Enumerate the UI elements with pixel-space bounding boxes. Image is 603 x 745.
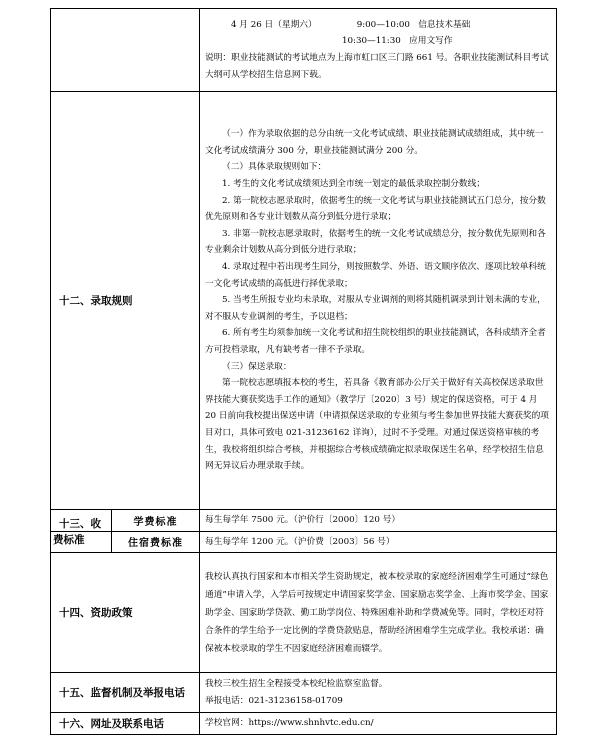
supervision-text: 我校三校生招生全程接受本校纪检监察室监督。 xyxy=(205,679,388,690)
supervision-label: 十五、监督机制及举报电话 xyxy=(51,673,200,713)
exam-note: 说明：职业技能测试的考试地点为上海市虹口区三门路 661 号。各职业技能测试科目考试大纲可从学校招生信息网下载。 xyxy=(205,53,549,80)
contact-label: 十六、网址及联系电话 xyxy=(51,713,200,735)
exam-schedule-cell xyxy=(200,9,557,92)
exam-slot-2: 10:30—11:30 应用文写作 xyxy=(342,36,453,47)
contact-text: 学校官网：https://www.shnhvtc.edu.cn/ xyxy=(200,713,557,735)
rules-paragraph: 1. 考生的文化考试成绩须达到全市统一划定的最低录取控制分数线； xyxy=(222,179,485,190)
exam-schedule-row xyxy=(51,9,557,92)
tuition-value: 每生每学年 7500 元。（沪价行〔2000〕120 号） xyxy=(200,510,557,532)
aid-label: 十四、资助政策 xyxy=(51,553,200,673)
rules-paragraph: 3. 非第一院校志愿录取时，依据考生的统一文化考试成绩总分，按分数优先原则和各专业剩余计划数从高分到低分进行录取； xyxy=(205,228,546,256)
contact-row xyxy=(51,713,557,735)
aid-row xyxy=(51,553,557,673)
supervision-content xyxy=(200,673,557,713)
rules-paragraph: 5. 当考生所报专业均未录取，对服从专业调剂的则将其随机调录到计划未满的专业，对不服从专业调剂的考生，予以退档； xyxy=(205,295,546,322)
supervision-row xyxy=(51,673,557,713)
tuition-label: 学费标准 xyxy=(112,510,200,532)
housing-row xyxy=(51,531,557,553)
report-phone: 举报电话：021-31236158-01709 xyxy=(205,695,343,706)
fees-label-top: 十三、收 xyxy=(51,510,112,532)
exam-slot-1: 4 月 26 日（星期六） 9:00—10:00 信息技术基础 xyxy=(231,19,471,30)
exam-label-cell xyxy=(51,9,200,92)
tuition-row xyxy=(51,510,557,532)
rules-paragraph: 第一院校志愿填报本校的考生，若具备《教育部办公厅关于做好有关高校保送录取世界技能大赛获奖选手工作的通知》（教学厅〔2020〕3 号）规定的保送资格，可于 4 月 20 日前向我校提出保送申请（申请拟保送录取的专业须与考生参加世界技能大赛获奖的项目对口，具体可致电 021-31236162 详询），过时不予受理。对通过保送资格审核的考生，我校将组织综合考核，并根据综合考核成绩确定拟录取保送生名单，经学校招生信息网无异议后办理录取手续。 xyxy=(205,378,549,472)
housing-value: 每生每学年 1200 元。（沪价费〔2003〕56 号） xyxy=(200,531,557,553)
rules-content xyxy=(200,92,557,510)
rules-paragraph: 6. 所有考生均须参加统一文化考试和招生院校组织的职业技能测试，各科成绩齐全者方可投档录取，凡有缺考者一律不予录取。 xyxy=(205,328,546,355)
admissions-table xyxy=(50,8,557,735)
rules-paragraph: （三）保送录取： xyxy=(222,361,292,372)
fees-label-bottom: 费标准 xyxy=(51,531,112,553)
rules-paragraph: （二）具体录取规则如下： xyxy=(222,162,327,173)
rules-paragraph: 2. 第一院校志愿录取时，依据考生的统一文化考试与职业技能测试五门总分，按分数优先原则和各专业计划数从高分到低分进行录取； xyxy=(205,195,546,223)
aid-text: 我校认真执行国家和本市相关学生资助规定，被本校录取的家庭经济困难学生可通过“绿色通道”申请入学，入学后可按规定申请国家奖学金、国家励志奖学金、上海市奖学金、国家助学金、国家助学贷款、勤工助学岗位、特殊困难补助和学费减免等。同时，学校还对符合条件的学生给予一定比例的学费贷款贴息，帮助经济困难学生完成学业。我校承诺：确保被本校录取的学生不因家庭经济困难而辍学。 xyxy=(200,553,557,673)
housing-label: 住宿费标准 xyxy=(112,531,200,553)
rules-paragraph: 4. 录取过程中若出现考生同分，则按照数学、外语、语文顺序依次、逐项比较单科统一文化考试成绩的高低进行择优录取； xyxy=(205,262,546,289)
rules-label: 十二、录取规则 xyxy=(51,92,200,510)
rules-paragraph: （一）作为录取依据的总分由统一文化考试成绩、职业技能测试成绩组成，其中统一文化考试成绩满分 300 分，职业技能测试满分 200 分。 xyxy=(205,129,544,156)
rules-row xyxy=(51,92,557,510)
